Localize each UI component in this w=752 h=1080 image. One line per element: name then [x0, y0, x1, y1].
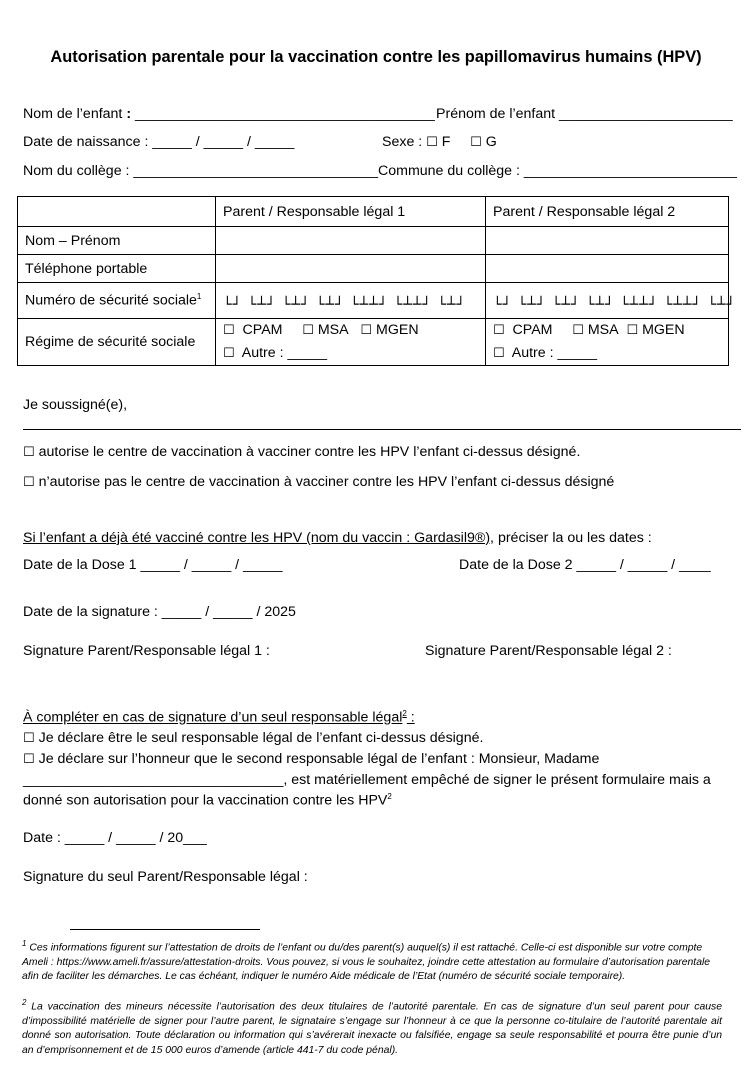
checkbox-empty-icon[interactable]: ☐	[626, 323, 639, 338]
already-vaccinated-text	[23, 530, 652, 546]
date-field[interactable]: Date : _____ / _____ / 20___	[23, 830, 207, 846]
regime-cell-parent1	[216, 319, 486, 366]
row-label-nss	[18, 283, 216, 319]
checkbox-empty-icon[interactable]: ☐	[360, 323, 373, 338]
authorize-option[interactable]	[23, 444, 580, 460]
signature-parent2-label: Signature Parent/Responsable légal 2 :	[425, 643, 672, 659]
dose1-field[interactable]: Date de la Dose 1 _____ / _____ / _____	[23, 557, 283, 573]
checkbox-empty-icon[interactable]: ☐	[23, 752, 35, 767]
nss-boxes-parent1[interactable]: └┘ └┴┘ └┴┘ └┴┘ └┴┴┘ └┴┴┘ └┴┘	[216, 283, 486, 319]
sex-field[interactable]	[382, 134, 497, 150]
already-vaccinated-rest: préciser la ou les dates :	[494, 530, 652, 546]
not-authorize-label: n’autorise pas le centre de vaccination à vacciner contre les HPV l’enfant ci-dessus désigné	[38, 474, 615, 490]
not-authorize-option[interactable]	[23, 474, 614, 490]
checkbox-empty-icon[interactable]: ☐	[426, 135, 438, 150]
page-title: Autorisation parentale pour la vaccination contre les papillomavirus humains (HPV)	[50, 48, 702, 66]
row-label-name: Nom – Prénom	[18, 227, 216, 255]
child-name-line: ______________________________________	[131, 106, 435, 122]
regime-cell-parent2	[486, 319, 729, 366]
single-guardian-heading-colon: :	[406, 709, 415, 726]
footnote-ref: 2	[402, 709, 407, 718]
child-name-label: Nom de l’enfant	[23, 106, 123, 122]
authorize-label: autorise le centre de vaccination à vacciner contre les HPV l’enfant ci-dessus désigné.	[38, 444, 581, 460]
column-header-parent1: Parent / Responsable légal 1	[216, 197, 486, 227]
already-vaccinated-underlined: Si l’enfant a déjà été vacciné contre les HPV (nom du vaccin : Gardasil9®),	[23, 530, 494, 546]
declare-honor-end	[23, 792, 392, 809]
birthdate-field[interactable]: Date de naissance : _____ / _____ / _____	[23, 134, 295, 150]
regime-mgen-label: MGEN	[376, 322, 419, 338]
checkbox-empty-icon[interactable]: ☐	[223, 346, 235, 361]
signature-single-label: Signature du seul Parent/Responsable légal :	[23, 869, 308, 885]
declare-only-label: Je déclare être le seul responsable légal de l’enfant ci-dessus désigné.	[38, 730, 484, 746]
checkbox-empty-icon[interactable]: ☐	[572, 323, 584, 338]
single-guardian-heading-text: À compléter en cas de signature d’un seul responsable légal	[23, 709, 403, 726]
parents-table	[17, 196, 736, 366]
table-row	[18, 255, 729, 283]
school-field[interactable]: Nom du collège : _______________________________	[23, 163, 379, 179]
checkbox-empty-icon[interactable]: ☐	[302, 323, 314, 338]
row-label-regime: Régime de sécurité sociale	[18, 319, 216, 366]
footnote-ref: 2	[387, 792, 392, 801]
row-label-nss-text: Numéro de sécurité sociale	[25, 292, 197, 309]
table-row	[18, 227, 729, 255]
regime-cpam-label: CPAM	[512, 322, 553, 338]
phone-cell-parent2[interactable]	[486, 255, 729, 283]
declare-honor-option[interactable]	[23, 751, 599, 767]
row-label-phone: Téléphone portable	[18, 255, 216, 283]
declare-only-option[interactable]	[23, 730, 483, 746]
footnote-ref: 1	[196, 292, 202, 302]
declare-honor-line[interactable]: _________________________________, est matériellement empêché de signer le présent formulaire mais a	[23, 772, 711, 788]
table-row	[18, 283, 729, 319]
column-header-parent2: Parent / Responsable légal 2	[486, 197, 729, 227]
phone-cell-parent1[interactable]	[216, 255, 486, 283]
regime-mgen-label: MGEN	[642, 322, 685, 338]
footnote-1-number: 1	[22, 939, 27, 948]
table-header-row	[18, 197, 729, 227]
undersigned-line[interactable]	[23, 429, 741, 430]
signature-parent1-label: Signature Parent/Responsable légal 1 :	[23, 643, 270, 659]
checkbox-empty-icon[interactable]: ☐	[493, 346, 505, 361]
checkbox-empty-icon[interactable]: ☐	[470, 135, 482, 150]
footnote-2-number: 2	[22, 998, 27, 1007]
checkbox-empty-icon[interactable]: ☐	[23, 475, 35, 490]
dose2-field[interactable]: Date de la Dose 2 _____ / _____ / ____	[459, 557, 711, 573]
school-town-field[interactable]: Commune du collège : ___________________________	[378, 163, 737, 179]
regime-msa-label: MSA	[587, 322, 619, 338]
table-corner-cell	[18, 197, 216, 227]
sex-g-label: G	[485, 134, 497, 150]
nss-boxes-parent2[interactable]: └┘ └┴┘ └┴┘ └┴┘ └┴┴┘ └┴┴┘ └┴┘	[486, 283, 729, 319]
signature-date-field[interactable]: Date de la signature : _____ / _____ / 2025	[23, 604, 296, 620]
regime-other-label: Autre : _____	[241, 345, 327, 361]
regime-cpam-label: CPAM	[242, 322, 283, 338]
sex-label: Sexe :	[382, 134, 427, 150]
regime-msa-label: MSA	[317, 322, 349, 338]
sex-f-label: F	[441, 134, 451, 150]
footnote-2	[22, 996, 722, 1058]
undersigned-label: Je soussigné(e),	[23, 397, 128, 413]
regime-other-label: Autre : _____	[511, 345, 597, 361]
checkbox-empty-icon[interactable]: ☐	[223, 323, 235, 338]
child-name-field[interactable]	[23, 106, 435, 122]
child-name-colon: :	[122, 106, 132, 122]
checkbox-empty-icon[interactable]: ☐	[23, 731, 35, 746]
name-cell-parent2[interactable]	[486, 227, 729, 255]
footnote-separator	[70, 929, 260, 930]
single-guardian-heading	[23, 709, 415, 726]
footnote-1	[22, 937, 722, 985]
footnote-2-text: La vaccination des mineurs nécessite l’autorisation des deux titulaires de l’autorité parentale. En cas de signature d’un seul parent pour cause d’impossibilité matérielle de signer pour l’autre parent, le signataire s’engage sur l’honneur à ce que la personne co-titulaire de l’autorité parentale ait donné son autorisation. Toute déclaration ou information qui s’avérerait inexacte ou falsifiée, engage sa seule responsabilité et pourra être punie d’un an d’emprisonnement et de 15 000 euros d’amende (article 441-7 du code pénal).	[22, 1001, 722, 1056]
name-cell-parent1[interactable]	[216, 227, 486, 255]
footnote-1-text: Ces informations figurent sur l’attestation de droits de l’enfant ou du/des parent(s) auquel(s) il est rattaché. Celle-ci est disponible sur votre compte Ameli : https://www.ameli.fr/assure/attestation-droits. Vous pouvez, si vous le souhaitez, joindre cette attestation au formulaire d’autorisation parentale afin de faciliter les démarches. Le cas échéant, indiquer le numéro Aide médicale de l’Etat (numéro de sécurité sociale temporaire).	[22, 942, 711, 983]
table-row	[18, 319, 729, 366]
child-firstname-field[interactable]: Prénom de l’enfant ______________________	[436, 106, 733, 122]
declare-honor-end-text: donné son autorisation pour la vaccination contre les HPV	[23, 792, 388, 809]
checkbox-empty-icon[interactable]: ☐	[23, 445, 35, 460]
checkbox-empty-icon[interactable]: ☐	[493, 323, 505, 338]
declare-honor-label: Je déclare sur l’honneur que le second responsable légal de l’enfant : Monsieur, Madame	[38, 751, 600, 767]
